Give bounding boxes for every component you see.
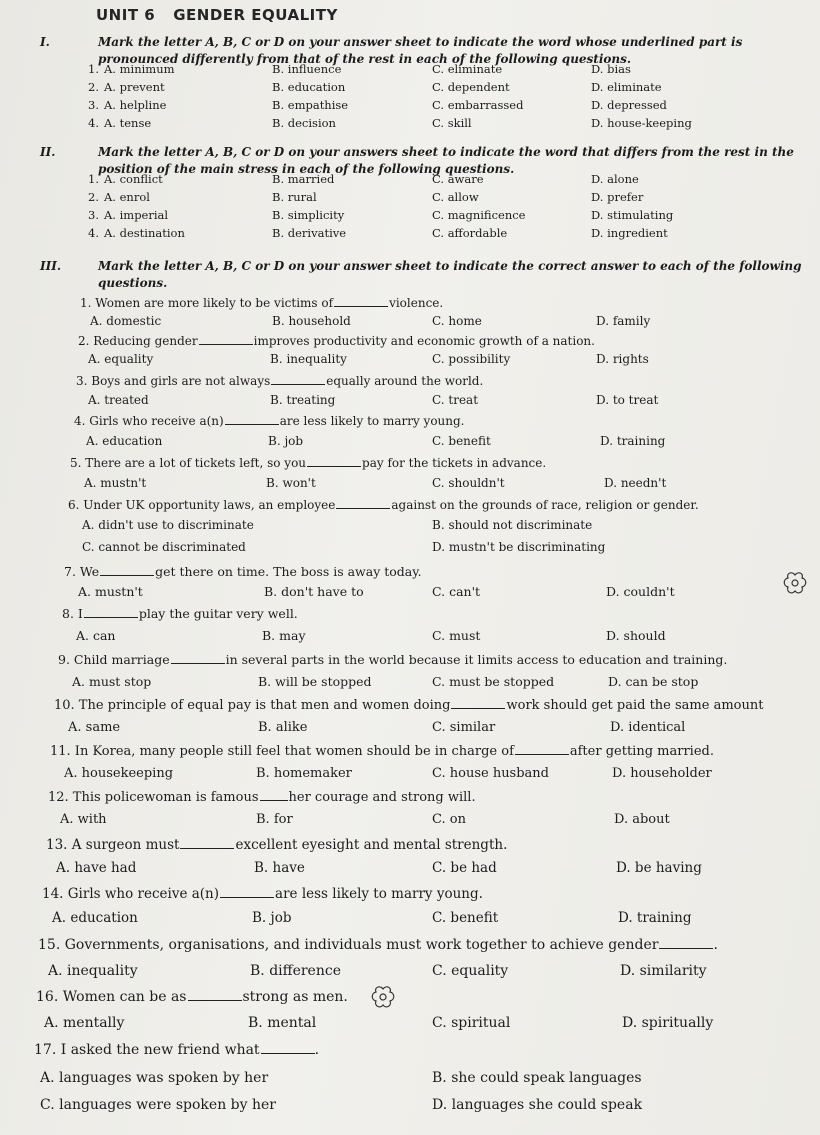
answer-option: B. difference: [250, 963, 341, 979]
answer-blank: [84, 616, 138, 618]
answer-option: C. allow: [432, 190, 479, 204]
answer-option: D. ingredient: [591, 226, 668, 240]
answer-option: A. mustn't: [78, 584, 143, 599]
answer-option: C. spiritual: [432, 1015, 511, 1031]
answer-option: B. rural: [272, 190, 317, 204]
answer-option: A. destination: [104, 226, 185, 240]
question-text-after: strong as men.: [242, 989, 348, 1005]
answer-blank: [199, 343, 253, 345]
answer-blank: [188, 999, 242, 1001]
question-stem: [36, 989, 348, 1005]
instruction-text: Mark the letter A, B, C or D on your answer sheet to indicate the correct answer to each of the following questions.: [98, 259, 802, 290]
answer-option: A. languages was spoken by her: [40, 1070, 269, 1086]
section-number: III.: [40, 259, 62, 273]
answer-option: B. influence: [272, 62, 342, 76]
question-text-before: 10. The principle of equal pay is that men and women doing: [54, 698, 451, 713]
flower-doodle-icon: [782, 570, 808, 596]
question-text-before: 6. Under UK opportunity laws, an employee: [68, 498, 336, 512]
question-text-after: work should get paid the same amount: [506, 698, 764, 713]
answer-option: B. will be stopped: [258, 674, 372, 689]
answer-option: B. for: [256, 812, 293, 827]
answer-option: B. decision: [272, 116, 336, 130]
answer-option: C. skill: [432, 116, 472, 130]
question-text-before: 2. Reducing gender: [78, 334, 198, 348]
answer-option: B. won't: [266, 476, 316, 490]
answer-option: C. affordable: [432, 226, 508, 240]
answer-option: C. be had: [432, 860, 497, 876]
answer-option: B. should not discriminate: [432, 518, 593, 532]
answer-option: B. have: [254, 860, 305, 876]
answer-option: B. she could speak languages: [432, 1070, 642, 1086]
answer-option: D. spiritually: [622, 1015, 714, 1031]
section-number: II.: [40, 145, 56, 159]
answer-option: D. prefer: [591, 190, 644, 204]
question-stem: [50, 744, 714, 759]
question-text-after: play the guitar very well.: [138, 606, 298, 621]
question-number: 2.: [88, 80, 99, 94]
answer-option: D. alone: [591, 172, 639, 186]
question-stem: [80, 296, 443, 310]
question-text-after: equally around the world.: [326, 374, 484, 388]
question-text-before: 13. A surgeon must: [46, 837, 180, 853]
answer-blank: [659, 947, 713, 949]
question-text-before: 16. Women can be as: [36, 989, 187, 1005]
instruction-text: Mark the letter A, B, C or D on your answer sheet to indicate the word whose underlined part is pronounced differently from that of the rest in each of the following questions.: [98, 35, 743, 66]
answer-option: B. don't have to: [264, 584, 364, 599]
answer-blank: [336, 507, 390, 509]
answer-option: D. stimulating: [591, 208, 674, 222]
answer-option: A. have had: [56, 860, 137, 876]
answer-option: B. derivative: [272, 226, 347, 240]
answer-option: C. eliminate: [432, 62, 503, 76]
answer-option: A. education: [86, 434, 163, 448]
answer-blank: [260, 799, 288, 801]
answer-option: A. prevent: [104, 80, 165, 94]
answer-option: A. mustn't: [84, 476, 147, 490]
question-number: 4.: [88, 226, 99, 240]
question-stem: [42, 886, 483, 902]
answer-option: D. house-keeping: [591, 116, 692, 130]
answer-option: C. treat: [432, 393, 479, 407]
answer-option: A. mentally: [44, 1015, 125, 1031]
answer-option: D. training: [618, 910, 692, 926]
question-stem: [46, 837, 507, 853]
answer-option: D. to treat: [596, 393, 659, 407]
answer-blank: [180, 847, 234, 849]
answer-option: A. tense: [104, 116, 152, 130]
answer-option: D. depressed: [591, 98, 667, 112]
question-text-before: 5. There are a lot of tickets left, so you: [70, 456, 307, 470]
answer-blank: [515, 753, 569, 755]
question-text-before: 11. In Korea, many people still feel that women should be in charge of: [50, 744, 514, 759]
answer-option: A. same: [68, 720, 121, 735]
answer-option: A. with: [60, 812, 107, 827]
question-stem: [38, 937, 718, 953]
answer-option: C. must: [432, 628, 481, 643]
answer-option: C. magnificence: [432, 208, 526, 222]
question-text-before: 9. Child marriage: [58, 652, 170, 667]
question-text-before: 3. Boys and girls are not always: [76, 374, 271, 388]
answer-option: B. job: [252, 910, 292, 926]
answer-option: B. simplicity: [272, 208, 345, 222]
answer-option: A. treated: [88, 393, 149, 407]
answer-blank: [334, 305, 388, 307]
question-stem: [78, 334, 595, 348]
answer-option: B. household: [272, 314, 351, 328]
answer-option: C. house husband: [432, 766, 549, 781]
question-text-after: pay for the tickets in advance.: [362, 456, 547, 470]
answer-option: C. must be stopped: [432, 674, 555, 689]
question-stem: [64, 564, 422, 579]
answer-option: A. can: [76, 628, 116, 643]
question-text-before: 12. This policewoman is famous: [48, 790, 259, 805]
question-stem: [62, 606, 298, 621]
answer-blank: [271, 383, 325, 385]
answer-option: B. empathise: [272, 98, 349, 112]
answer-option: D. can be stop: [608, 674, 699, 689]
question-text-after: improves productivity and economic growth of a nation.: [253, 334, 595, 348]
answer-option: C. can't: [432, 584, 481, 599]
answer-option: D. needn't: [604, 476, 667, 490]
answer-option: C. home: [432, 314, 482, 328]
question-text-after: against on the grounds of race, religion or gender.: [391, 498, 699, 512]
question-text-after: her courage and strong will.: [288, 790, 476, 805]
question-text-before: 4. Girls who receive a(n): [74, 414, 224, 428]
question-text-after: .: [314, 1042, 320, 1058]
answer-option: D. should: [606, 628, 666, 643]
question-text-after: in several parts in the world because it limits access to education and training.: [225, 652, 728, 667]
answer-option: B. homemaker: [256, 766, 352, 781]
question-stem: [70, 456, 546, 470]
answer-option: A. imperial: [104, 208, 169, 222]
question-stem: [58, 652, 727, 667]
question-number: 1.: [88, 62, 99, 76]
question-number: 3.: [88, 98, 99, 112]
section-number: I.: [40, 35, 50, 49]
question-stem: [54, 698, 763, 713]
question-text-after: violence.: [389, 296, 444, 310]
question-text-before: 1. Women are more likely to be victims of: [80, 296, 334, 310]
answer-blank: [171, 662, 225, 664]
answer-option: A. helpline: [104, 98, 167, 112]
question-text-after: .: [713, 937, 718, 953]
answer-option: D. about: [614, 812, 670, 827]
unit-topic: GENDER EQUALITY: [173, 6, 338, 24]
question-stem: [76, 374, 483, 388]
answer-option: A. enrol: [104, 190, 150, 204]
answer-option: A. domestic: [90, 314, 162, 328]
answer-option: A. must stop: [72, 674, 152, 689]
answer-option: C. on: [432, 812, 466, 827]
answer-option: B. mental: [248, 1015, 317, 1031]
answer-option: B. job: [268, 434, 304, 448]
answer-option: B. alike: [258, 720, 308, 735]
flower-doodle-icon: [370, 984, 396, 1010]
answer-option: A. inequality: [48, 963, 138, 979]
answer-blank: [307, 465, 361, 467]
answer-blank: [451, 707, 505, 709]
question-text-after: are less likely to marry young.: [279, 414, 465, 428]
question-stem: [48, 790, 476, 805]
answer-option: C. dependent: [432, 80, 510, 94]
question-stem: [68, 498, 699, 512]
answer-option: D. be having: [616, 860, 702, 876]
answer-blank: [225, 423, 279, 425]
answer-option: C. embarrassed: [432, 98, 524, 112]
answer-option: D. identical: [610, 720, 686, 735]
question-number: 3.: [88, 208, 99, 222]
answer-option: D. eliminate: [591, 80, 662, 94]
answer-option: D. householder: [612, 766, 712, 781]
answer-option: C. benefit: [432, 910, 499, 926]
question-text-after: after getting married.: [569, 744, 714, 759]
question-number: 4.: [88, 116, 99, 130]
section-instruction: [40, 258, 810, 292]
answer-option: B. married: [272, 172, 335, 186]
answer-option: A. conflict: [104, 172, 163, 186]
answer-option: A. didn't use to discriminate: [82, 518, 254, 532]
question-text-after: get there on time. The boss is away today.: [155, 564, 422, 579]
question-stem: [74, 414, 465, 428]
answer-option: D. languages she could speak: [432, 1097, 643, 1113]
answer-option: B. may: [262, 628, 306, 643]
answer-option: C. benefit: [432, 434, 491, 448]
answer-option: C. possibility: [432, 352, 511, 366]
answer-option: B. treating: [270, 393, 336, 407]
answer-option: D. similarity: [620, 963, 707, 979]
question-text-before: 17. I asked the new friend what: [34, 1042, 260, 1058]
answer-option: D. mustn't be discriminating: [432, 540, 606, 554]
answer-blank: [220, 896, 274, 898]
answer-option: D. family: [596, 314, 651, 328]
answer-option: C. equality: [432, 963, 509, 979]
question-text-after: excellent eyesight and mental strength.: [235, 837, 508, 853]
question-text-after: are less likely to marry young.: [275, 886, 483, 902]
instruction-text: Mark the letter A, B, C or D on your answers sheet to indicate the word that differs from the rest in the position of the main stress in each of the following questions.: [98, 145, 794, 176]
answer-option: C. languages were spoken by her: [40, 1097, 276, 1113]
question-text-before: 15. Governments, organisations, and individuals must work together to achieve gender: [38, 937, 659, 953]
answer-blank: [261, 1052, 315, 1054]
answer-option: A. housekeeping: [64, 766, 174, 781]
answer-option: A. equality: [88, 352, 154, 366]
question-stem: [34, 1042, 319, 1058]
answer-option: D. training: [600, 434, 666, 448]
answer-option: B. education: [272, 80, 346, 94]
answer-option: C. shouldn't: [432, 476, 505, 490]
answer-option: C. cannot be discriminated: [82, 540, 246, 554]
question-number: 2.: [88, 190, 99, 204]
answer-option: D. rights: [596, 352, 649, 366]
answer-blank: [100, 574, 154, 576]
answer-option: B. inequality: [270, 352, 347, 366]
answer-option: A. minimum: [104, 62, 175, 76]
question-text-before: 8. I: [62, 606, 83, 621]
question-text-before: 7. We: [64, 564, 100, 579]
question-text-before: 14. Girls who receive a(n): [42, 886, 220, 902]
answer-option: C. aware: [432, 172, 484, 186]
question-number: 1.: [88, 172, 99, 186]
answer-option: D. couldn't: [606, 584, 675, 599]
unit-header: [96, 6, 338, 24]
answer-option: D. bias: [591, 62, 631, 76]
answer-option: C. similar: [432, 720, 496, 735]
unit-label: UNIT 6: [96, 6, 156, 24]
answer-option: A. education: [52, 910, 138, 926]
